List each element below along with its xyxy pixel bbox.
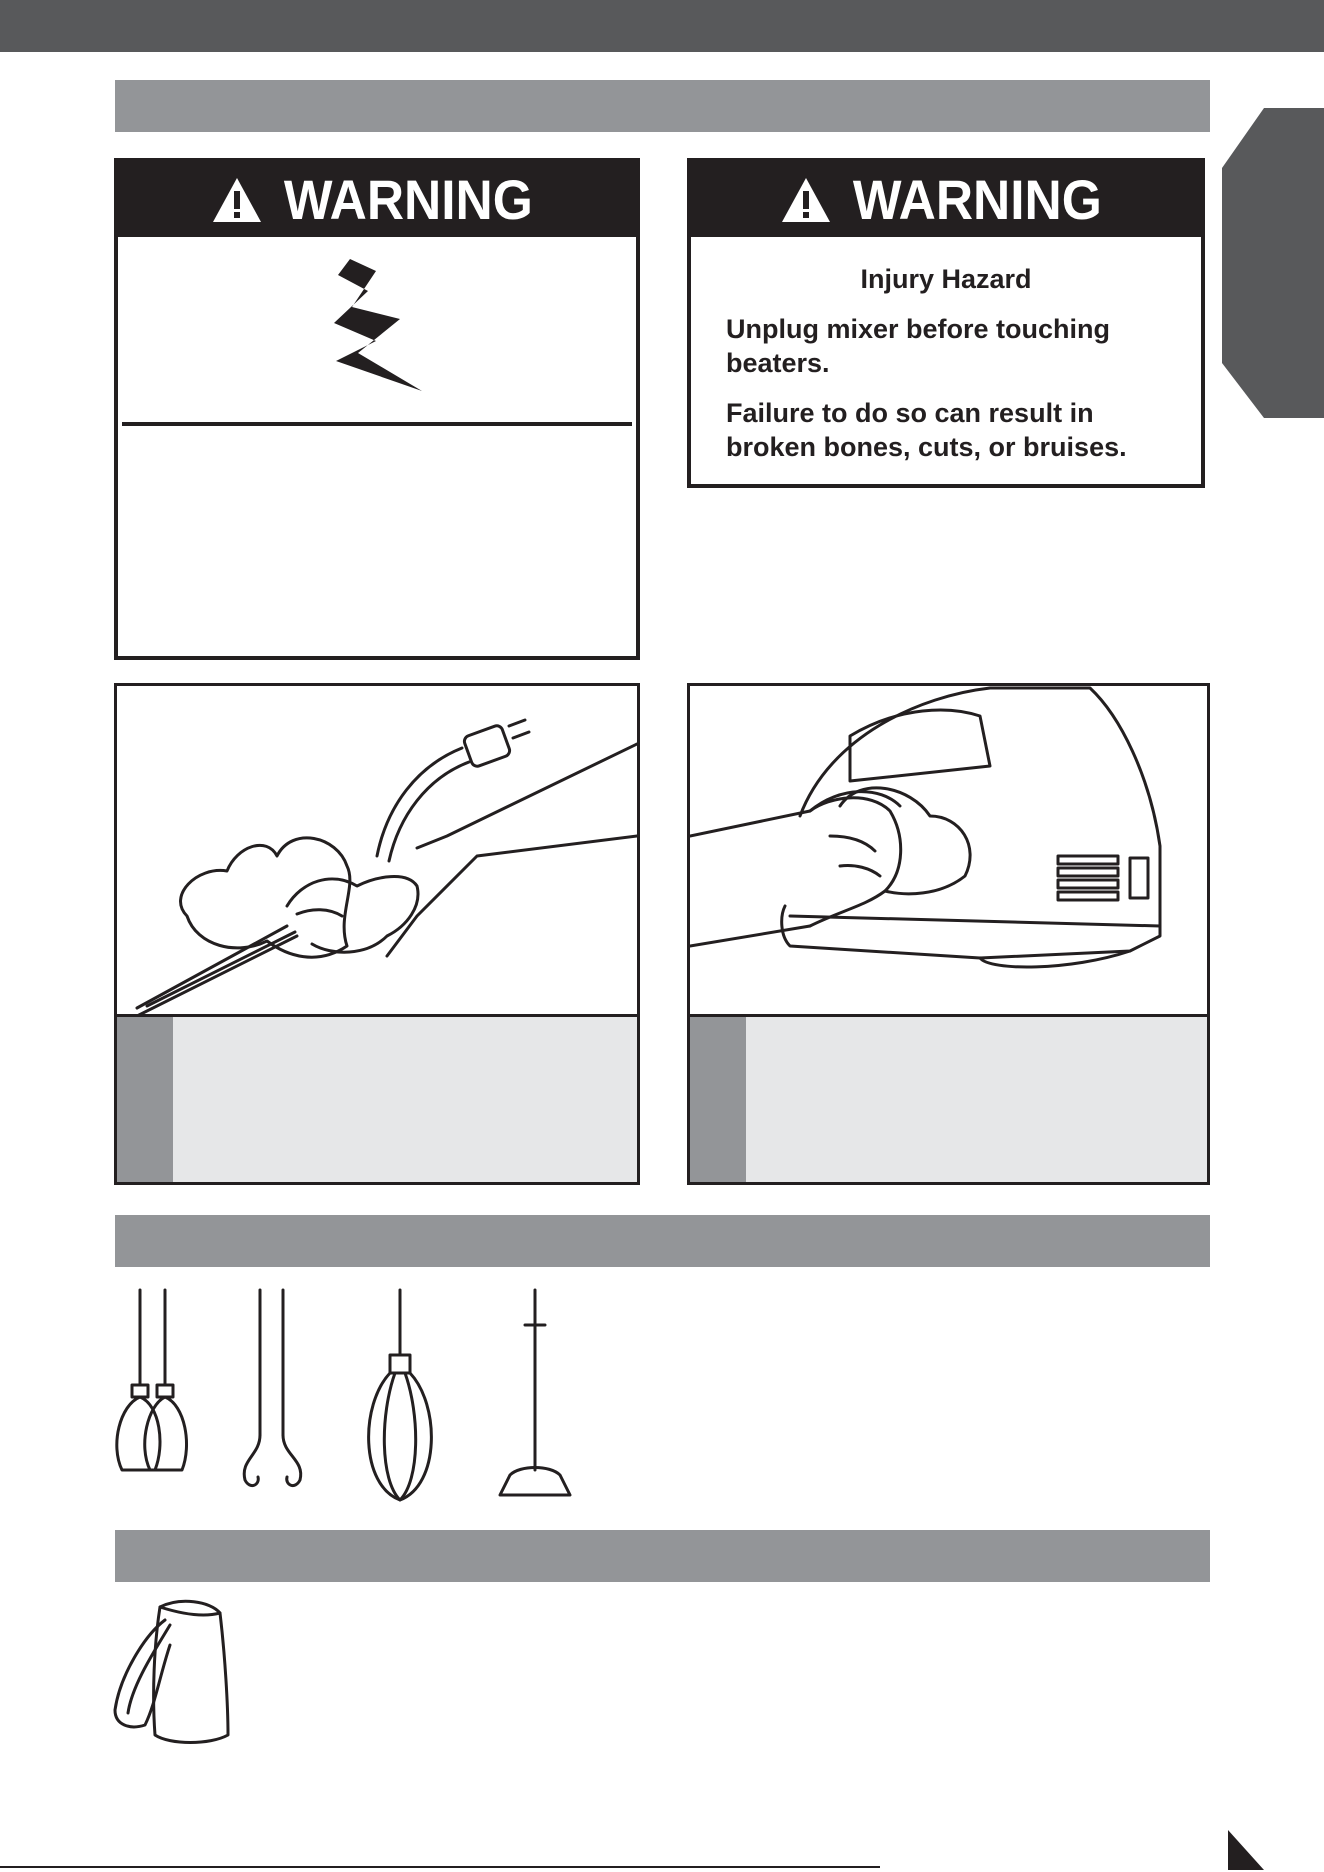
warning-triangle-icon [211, 176, 263, 224]
hazard-heading: Injury Hazard [860, 264, 1032, 294]
storage-bag-icon [110, 1595, 240, 1745]
section-bar-3 [115, 1530, 1210, 1582]
caption-area [117, 1014, 637, 1182]
warning-triangle-icon [780, 176, 832, 224]
bottom-rule [0, 1866, 880, 1868]
warning-box-electrical [114, 158, 640, 660]
accessories-illustration [110, 1285, 580, 1515]
illustration-box-mixer [687, 683, 1210, 1185]
hazard-instruction: Unplug mixer before touching beaters. [726, 314, 1111, 378]
warning-header [691, 162, 1201, 237]
hand-wiping-mixer-illustration [690, 686, 1207, 1016]
warning-title: WARNING [283, 168, 533, 231]
step-tab [117, 1017, 173, 1182]
caption-area [690, 1014, 1207, 1182]
top-bar [0, 0, 1324, 52]
warning-header [118, 162, 636, 237]
warning-title: WARNING [852, 168, 1102, 231]
turbo-beaters-icon [117, 1290, 187, 1470]
side-tab [1222, 108, 1324, 418]
illustration-box-cord [114, 683, 640, 1185]
section-bar-2 [115, 1215, 1210, 1267]
message-panel [122, 430, 632, 652]
symbol-panel [122, 237, 632, 426]
electric-shock-icon [332, 257, 428, 397]
hand-wiping-cord-illustration [117, 686, 637, 1016]
warning-box-injury [687, 158, 1205, 488]
page-next-arrow-icon[interactable] [1228, 1830, 1264, 1870]
dough-hooks-icon [244, 1290, 301, 1486]
section-bar-1 [115, 80, 1210, 132]
step-tab [690, 1017, 746, 1182]
hazard-consequence: Failure to do so can result in broken bones, cuts, or bruises. [726, 398, 1127, 462]
blending-rod-icon [500, 1290, 570, 1495]
whisk-icon [369, 1290, 432, 1500]
